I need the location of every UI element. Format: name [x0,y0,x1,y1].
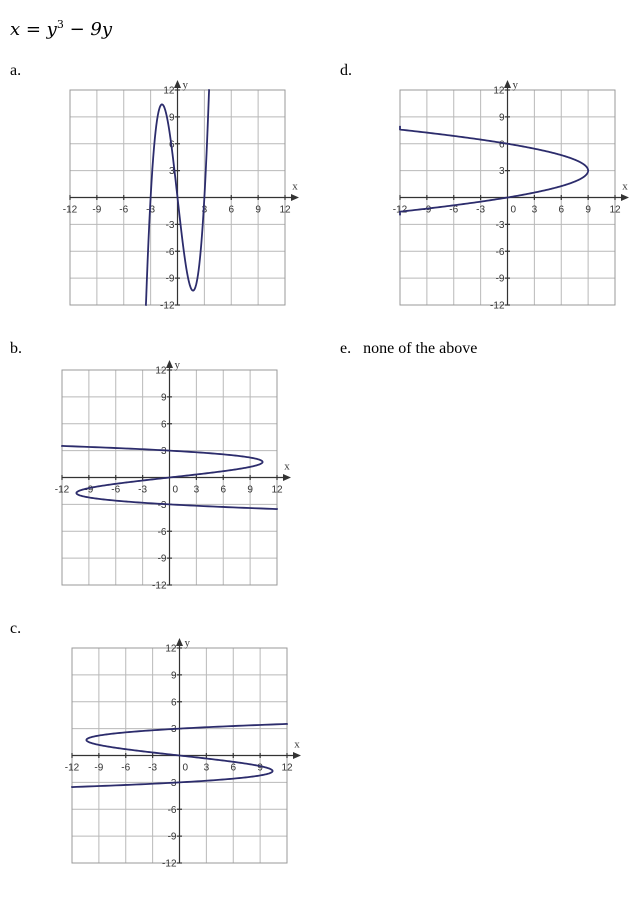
x-tick-label: 12 [271,484,283,496]
x-tick-label: 12 [281,762,293,774]
y-tick-label: -9 [167,831,177,843]
y-axis-label: y [182,79,188,91]
x-tick-label: -3 [148,762,158,774]
x-axis-label: x [622,180,628,193]
x-tick-label: -3 [146,204,156,216]
y-tick-label: -12 [160,300,175,312]
x-tick-label: -6 [111,484,121,496]
y-axis-arrow [504,80,511,88]
y-tick-label: -12 [490,300,505,312]
y-tick-label: 12 [155,365,167,377]
origin-label: 0 [182,762,189,774]
x-axis-arrow [293,752,301,759]
y-axis-label: y [512,79,518,91]
x-axis-label: x [292,180,298,193]
x-tick-label: 3 [531,204,538,216]
y-tick-label: -3 [167,777,177,789]
y-tick-label: 9 [168,112,175,124]
option-e-text: none of the above [363,340,478,357]
x-tick-label: -12 [64,762,80,774]
x-tick-label: -3 [138,484,148,496]
x-axis-arrow [621,194,629,201]
x-tick-label: 6 [230,762,237,774]
x-tick-label: 9 [255,204,261,216]
y-tick-label: 6 [498,139,505,151]
x-tick-label: -6 [449,204,459,216]
y-tick-label: 3 [498,166,505,178]
equation-suffix: − 9y [63,19,113,40]
y-tick-label: 9 [498,112,505,124]
y-axis-label: y [184,637,190,649]
x-tick-label: -9 [422,204,432,216]
x-tick-label: 3 [201,204,208,216]
x-tick-label: 6 [220,484,227,496]
x-tick-label: 9 [257,762,263,774]
y-tick-label: 6 [160,419,167,431]
option-e-letter: e. [340,340,352,357]
origin-label: 0 [172,484,179,496]
y-tick-label: 6 [170,697,177,709]
x-tick-label: 9 [247,484,253,496]
y-axis-arrow [166,360,173,368]
y-tick-label: 3 [160,446,167,458]
x-tick-label: -12 [392,204,408,216]
y-tick-label: -3 [495,219,505,231]
x-axis-label: x [284,460,290,473]
option-d-label: d. [340,62,352,79]
x-tick-label: 6 [228,204,235,216]
y-tick-label: 3 [170,724,177,736]
y-tick-label: -9 [165,273,175,285]
equation-prefix: x = y [10,19,57,40]
option-e-label[interactable] [340,340,477,358]
x-tick-label: 12 [609,204,621,216]
equation-exponent: 3 [56,18,64,31]
y-axis-label: y [174,359,180,371]
x-tick-label: 9 [585,204,591,216]
x-tick-label: -12 [62,204,78,216]
x-tick-label: 3 [193,484,200,496]
x-axis-label: x [294,738,300,751]
graph-option-c[interactable] [57,633,307,873]
x-tick-label: -6 [119,204,129,216]
y-tick-label: 12 [163,85,175,97]
y-tick-label: -9 [157,553,167,565]
y-tick-label: 3 [168,166,175,178]
graph-option-d[interactable] [385,75,635,315]
y-tick-label: 9 [160,392,167,404]
x-tick-label: -9 [84,484,94,496]
graph-option-a[interactable] [55,75,305,315]
x-tick-label: 6 [558,204,565,216]
x-tick-label: -12 [54,484,70,496]
y-tick-label: 12 [165,643,177,655]
y-tick-label: -12 [162,858,177,870]
y-tick-label: -3 [165,219,175,231]
x-axis-arrow [291,194,299,201]
problem-equation [10,18,112,40]
x-tick-label: -9 [92,204,102,216]
x-tick-label: 3 [203,762,210,774]
y-axis-arrow [176,638,183,646]
y-axis-arrow [174,80,181,88]
origin-label: 0 [510,204,517,216]
y-tick-label: 12 [493,85,505,97]
x-tick-label: -6 [121,762,131,774]
option-b-label: b. [10,340,22,357]
option-a-label: a. [10,62,22,79]
y-tick-label: -9 [495,273,505,285]
y-tick-label: -6 [165,246,175,258]
y-tick-label: -6 [495,246,505,258]
x-tick-label: -3 [476,204,486,216]
y-tick-label: -3 [157,499,167,511]
y-tick-label: -12 [152,580,167,592]
x-tick-label: -9 [94,762,104,774]
option-c-label: c. [10,620,22,637]
y-tick-label: -6 [157,526,167,538]
y-tick-label: 9 [170,670,177,682]
y-tick-label: -6 [167,804,177,816]
x-tick-label: 12 [279,204,291,216]
y-tick-label: 6 [168,139,175,151]
graph-option-b[interactable] [47,355,297,595]
x-axis-arrow [283,474,291,481]
